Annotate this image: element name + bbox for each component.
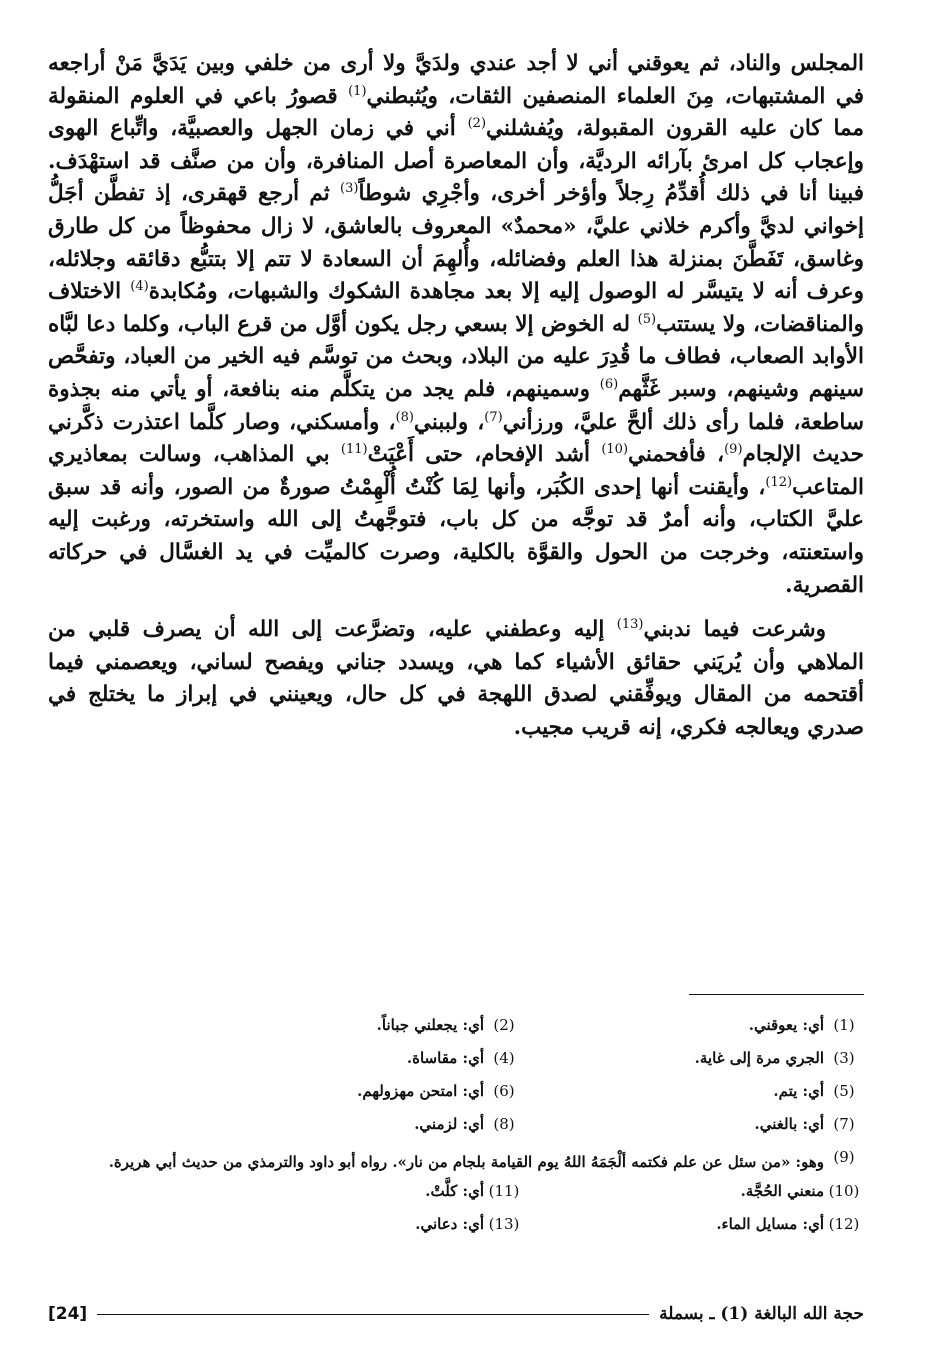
footnote-row (48, 1082, 864, 1115)
footnote-number: (13) (488, 1215, 520, 1233)
text-run: ، ولببني (413, 409, 485, 435)
footnote-reference: (10) (601, 441, 629, 457)
document-page (48, 48, 864, 1338)
footnote-item (524, 1082, 864, 1100)
text-run: وسمينهم، فلم يجد من يتكلَّم منه بنافعة، أو يأتي منه بجذوة ساطعة، فلما رأى ذلك ألحَّ عليَّ، ورزأني (48, 376, 864, 435)
footnote-text: أي: امتحن مهزولهم. (357, 1082, 484, 1100)
footnote-text: الجري مرة إلى غاية. (694, 1049, 824, 1067)
footnote-text: أي: مسايل الماء. (716, 1215, 824, 1233)
footnote-reference: (5) (637, 311, 657, 327)
footnote-row (48, 1182, 864, 1215)
footnote-number: (8) (493, 1115, 515, 1133)
footnote-number: (2) (493, 1016, 515, 1034)
footnote-reference: (3) (340, 181, 359, 197)
footnote-text: أي: دعاني. (415, 1215, 484, 1233)
footnote-text: وهو: «من سئل عن علم فكتمه ألْجَمَهُ اللهُ يوم القيامة بلجام من نار». رواه أبو داود والترمذي من حديث أبي هريرة. (108, 1153, 824, 1171)
footnote-reference: (2) (467, 116, 487, 132)
footnote-reference: (12) (765, 474, 793, 490)
text-run: إليه وعطفني عليه، وتضرَّعت إلى الله أن يصرف قلبي من الملاهي وأن يُريَني حقائق الأشياء كما هي، ويسدد جناني ويفصح لساني، ويعصمني فيما أقتحمه من المقال ويوفِّقني لصدق اللهجة في كل حال، ويعينني في إبراز ما يختلج في صدري ويعالجه فكري، إنه قريب مجيب. (48, 617, 864, 740)
footnote-reference: (7) (484, 409, 503, 425)
footnote-text: أي: يعوقني. (748, 1016, 824, 1034)
footnote-number: (7) (833, 1115, 855, 1133)
footnote-text: أي: لزمني. (414, 1115, 484, 1133)
footnote-item (524, 1115, 864, 1133)
footnote-reference: (4) (130, 279, 149, 294)
footnote-row (48, 1215, 864, 1248)
footnote-item (184, 1182, 524, 1200)
text-run: أشد الإفحام، حتى أَعْيَتْ (367, 442, 602, 468)
footnote-reference: (8) (395, 409, 414, 425)
footnote-item (524, 1182, 864, 1200)
footnote-number: (3) (833, 1049, 855, 1067)
text-run: ، وأيقنت أنها إحدى الكُبَر، وأنها لِمَا كُنْتُ أُلْهِمْتُ صورةٌ من الصور، وأنه قد سبق عليَّ الكتاب، وأنه أمرٌ قد توجَّه من كل باب، فتوجَّهتُ إلى الله واستخرته، ورغبت إليه واستعنته، وخرجت من الحول والقوَّة بالكلية، وصرت كالميِّت في يد الغسَّال في حركاته القصرية. (48, 474, 864, 598)
footnote-item (524, 1215, 864, 1233)
text-run: وشرعت فيما ندبني (643, 617, 827, 643)
footnote-item (184, 1049, 524, 1067)
footnote-number: (12) (828, 1215, 860, 1233)
footnote-number: (5) (833, 1082, 855, 1100)
running-title: حجة الله البالغة (1) ـ بسملة (659, 1304, 864, 1324)
text-run: الاختلاف والمناقضات، ولا يستتب (48, 279, 864, 337)
footnote-text: أي: كلَّتْ. (425, 1182, 484, 1200)
footnote-row (48, 1049, 864, 1082)
footnote-number: (10) (828, 1182, 860, 1200)
footnote-number: (6) (493, 1082, 515, 1100)
footnote-separator (689, 994, 864, 995)
footnote-item (184, 1215, 524, 1233)
text-run: قصورُ باعي في العلوم المنقولة مما كان عليه القرون المقبولة، ويُفشلني (48, 83, 864, 142)
footnote-row (48, 1115, 864, 1148)
footnote-number: (9) (833, 1148, 855, 1166)
paragraph-2 (48, 614, 864, 744)
footnote-reference: (1) (348, 83, 367, 99)
text-run: أني في زمان الجهل والعصبيَّة، واتِّباع الهوى وإعجاب كل امرئ بآرائه الرديَّة، وأن المعاصرة أصل المنافرة، وأن من صنَّف قد استهْدَف. فبينا أنا في ذلك أُقدِّمُ رِجلاً وأؤخر أخرى، وأجْرِي شوطاً (48, 116, 864, 207)
text-run: ، فأفحمني (628, 442, 725, 468)
text-run: ثم أرجع قهقرى، إذ تفطَّن أجَلُّ إخواني لديَّ وأكرم خلاني عليَّ، «محمدٌ» المعروف بالعاشق، لا زال محفوظاً من كل طارق وغاسق، تَفَطَّنَ بمنزلة هذا العلم وفضائله، وأُلهِمَ أن السعادة لا تتم إلا بتتبُّع دقائقه وجلائله، وعرف أنه لا يتيسَّر له الوصول إليه إلا بعد مجاهدة الشكوك والشبهات، ومُكابدة (48, 181, 864, 305)
footnote-item (524, 1049, 864, 1067)
footnote-text: أي: يتم. (773, 1082, 824, 1100)
text-run: ، وأمسكني، وصار كلَّما اعتذرت ذكَّرني حديث الإلجام (48, 409, 865, 468)
text-run: له الخوض إلا بسعي رجل يكون أوَّل من قرع الباب، وكلما دعا لبَّاه الأوابد الصعاب، فطاف ما قُدِرَ عليه من البلاد، وبحث من توسَّم فيه الخير من العباد، وتفحَّص سينهم وشينهم، وسبر غَثَّهم (48, 311, 864, 402)
page-number: [24] (48, 1304, 88, 1324)
footnote-reference: (9) (724, 441, 743, 457)
main-text (48, 48, 864, 744)
footnote-item (184, 1082, 524, 1100)
footnote-reference: (13) (616, 616, 644, 632)
footnote-text: أي: مقاساة. (406, 1049, 484, 1067)
footnote-9 (48, 1148, 864, 1176)
footer-rule (97, 1314, 649, 1315)
footnote-item (184, 1016, 524, 1034)
text-run: بي المذاهب، وسالت بمعاذيري المتاعب (48, 442, 864, 500)
footnote-item (524, 1016, 864, 1034)
page-footer (48, 1300, 864, 1328)
footnote-reference: (6) (599, 376, 619, 392)
footnote-number: (11) (488, 1182, 520, 1200)
footnote-text: منعني الحُجَّة. (740, 1182, 824, 1200)
footnote-text: أي: بالغني. (754, 1115, 824, 1133)
footnote-number: (4) (493, 1049, 515, 1067)
footnote-text: أي: يجعلني جباناً. (376, 1016, 484, 1034)
paragraph-1 (48, 48, 864, 602)
text-run: المجلس والناد، ثم يعوقني أني لا أجد عندي ولدَيَّ ولا أرى من خلفي وبين يَدَيَّ مَنْ أراجعه في المشتبهات، مِنَ العلماء المنصفين الثقات، ويُثبطني (48, 51, 864, 109)
footnote-item (184, 1115, 524, 1133)
footnote-reference: (11) (340, 441, 368, 457)
footnote-row (48, 1016, 864, 1049)
footnotes (48, 1016, 864, 1248)
footnote-number: (1) (833, 1016, 855, 1034)
